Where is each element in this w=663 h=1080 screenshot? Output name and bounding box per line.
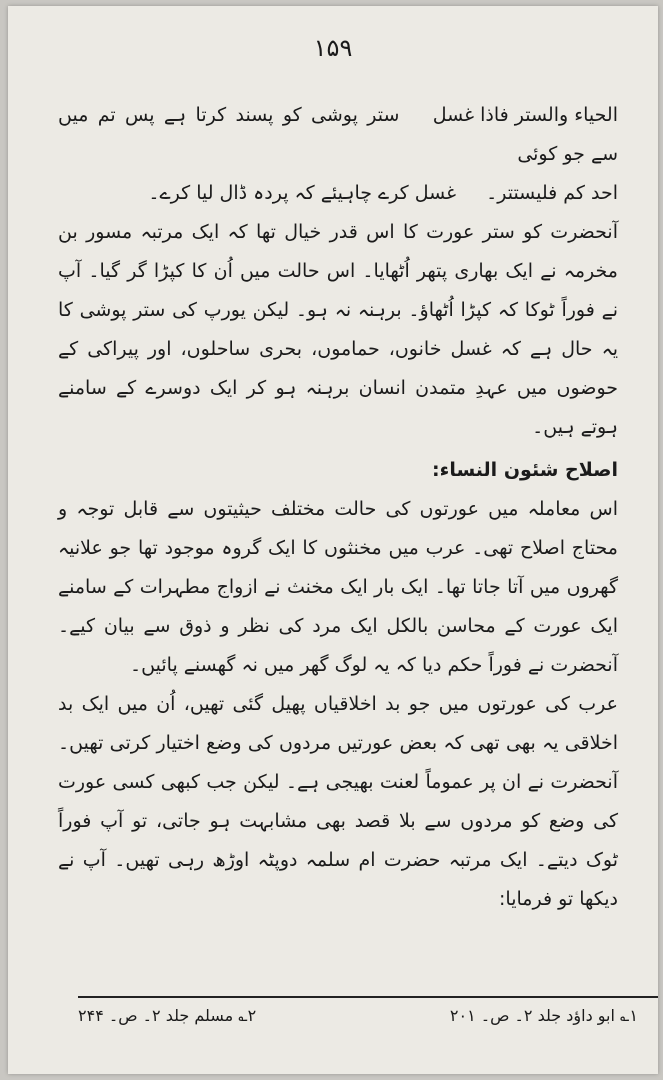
paragraph-2: اس معاملہ میں عورتوں کی حالت مختلف حیثیتوں سے قابل توجہ و محتاج اصلاح تھی۔ عرب میں مخنثوں کا ایک گروہ موجود تھا جو علانیہ گھروں میں آتا جاتا تھا۔ ایک بار ایک مخنث نے ازواج مطہرات کے سامنے ایک عورت کے محاسن بالکل ایک مرد کی نظر و ذوق سے بیان کیے۔ آنحضرت نے فوراً حکم دیا کہ یہ لوگ گھر میں نہ گھسنے پائیں۔: [58, 498, 618, 676]
paragraph-3: عرب کی عورتوں میں جو بد اخلاقیاں پھیل گئی تھیں، اُن میں ایک بد اخلاقی یہ بھی تھی کہ بعض عورتیں مردوں کی وضع اختیار کرتی تھیں۔ آنحضرت نے ان پر عموماً لعنت بھیجی ہے۔ لیکن جب کبھی کسی عورت کی وضع کو مردوں سے بلا قصد بھی مشابہت ہو جاتی، تو آپ فوراً ٹوک دیتے۔ ایک مرتبہ حضرت ام سلمہ دوپٹہ اوڑھ رہی تھیں۔ آپ نے دیکھا تو فرمایا:: [58, 693, 618, 910]
body-text: [58, 96, 618, 919]
footnote-divider: [78, 996, 658, 998]
intro-line-1: [58, 96, 618, 174]
intro-line-2: [58, 174, 618, 213]
arabic-quote-2: احد کم فلیستتر۔: [486, 182, 618, 204]
arabic-quote-1: الحیاء والستر فاذا غسل: [432, 104, 618, 126]
footnote-2: ۲؎ مسلم جلد ۲۔ ص۔ ۲۴۴: [78, 1006, 257, 1025]
footnote-1: ۱؎ ابو داؤد جلد ۲۔ ص۔ ۲۰۱: [449, 1006, 638, 1025]
book-page: [8, 6, 658, 1074]
section-heading: اصلاح شئون النساء:: [432, 459, 618, 481]
page-number: ۱۵۹: [313, 34, 353, 62]
urdu-translation-1: ستر پوشی کو پسند کرتا ہے پس تم میں سے جو کوئی: [58, 104, 618, 165]
paragraph-1: آنحضرت کو ستر عورت کا اس قدر خیال تھا کہ ایک مرتبہ مسور بن مخرمہ نے ایک بھاری پتھر اُٹھایا۔ اس حالت میں اُن کا کپڑا گر گیا۔ آپ نے فوراً ٹوکا کہ کپڑا اُٹھاؤ۔ برہنہ نہ ہو۔ لیکن یورپ کی ستر پوشی کا یہ حال ہے کہ غسل خانوں، حماموں، بحری ساحلوں، اور پیراکی کے حوضوں میں عہدِ متمدن انسان برہنہ ہو کر ایک دوسرے کے سامنے ہوتے ہیں۔: [58, 221, 618, 438]
urdu-translation-2: غسل کرے چاہیئے کہ پردہ ڈال لیا کرے۔: [148, 182, 457, 204]
footnotes: [78, 1006, 638, 1025]
